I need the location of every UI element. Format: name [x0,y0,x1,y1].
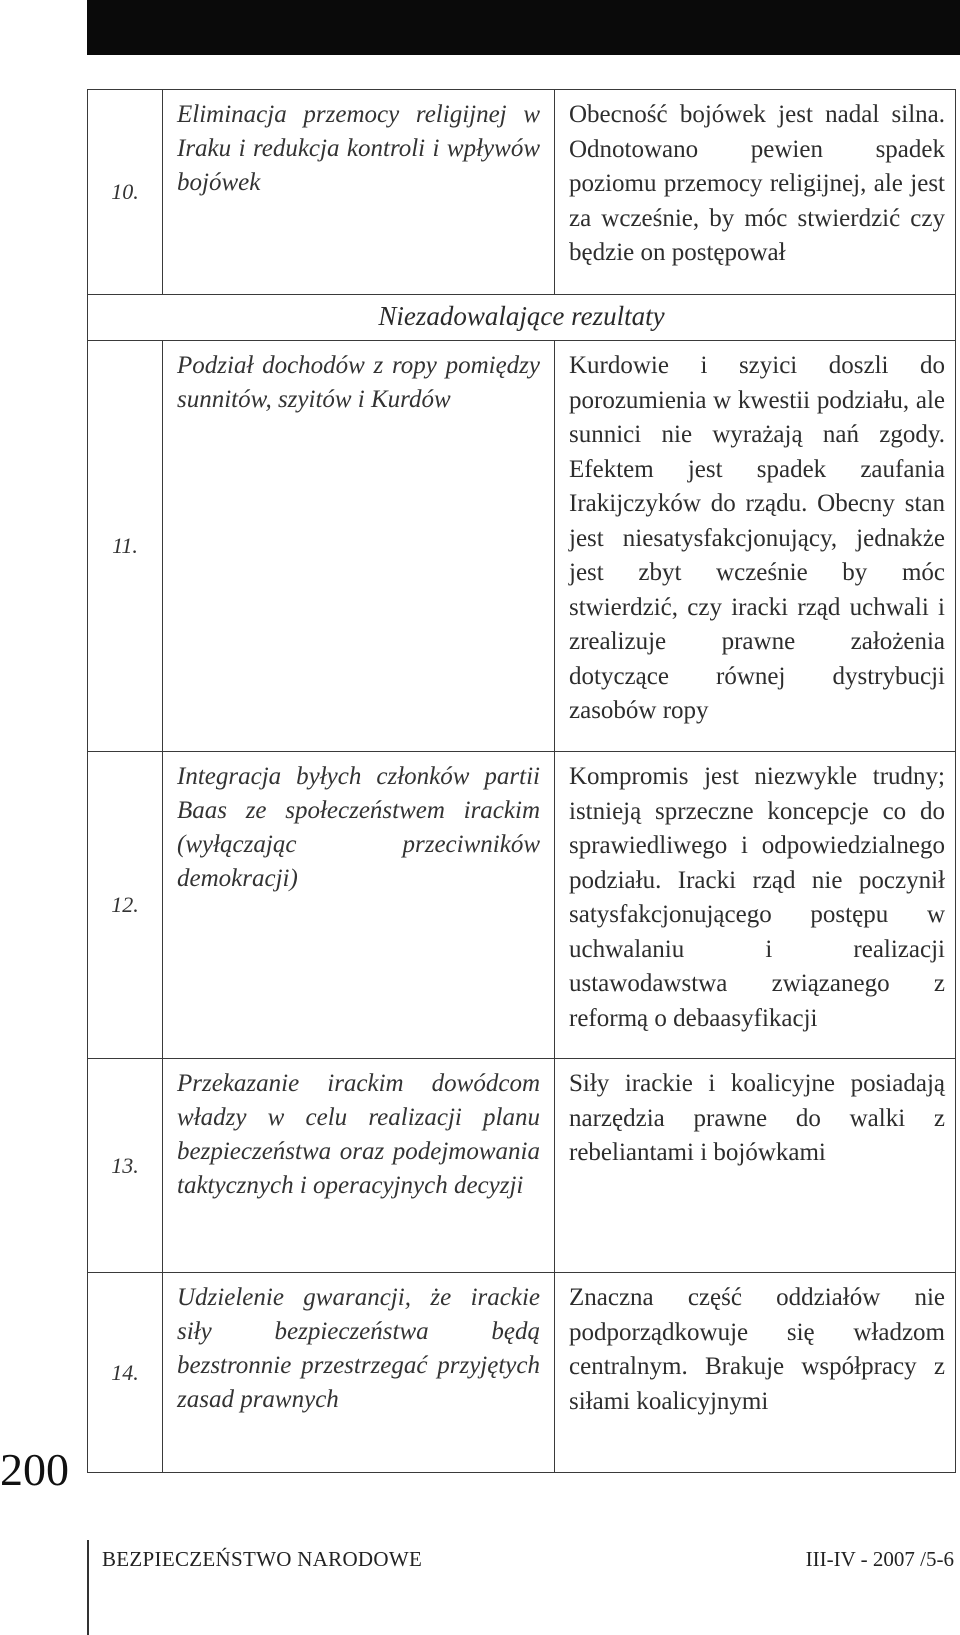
table-row [88,90,956,295]
journal-title: BEZPIECZEŃSTWO NARODOWE [102,1547,423,1571]
issue-number: III-IV - 2007 /5-6 [805,1547,954,1571]
result-cell: Kompromis jest niezwykle trudny; istnieją sprzeczne koncepcje co do sprawiedliwego i odpowiedzialnego podziału. Iracki rząd nie poczynił satysfakcjonującego postępu w uchwalaniu i realizacji ustawodawstwa związanego z reformą o debaasyfikacji [555,752,956,1059]
result-cell: Siły irackie i koalicyjne posiadają narzędzia prawne do walki z rebeliantami i bojówkami [555,1059,956,1273]
result-cell: Obecność bojówek jest nadal silna. Odnotowano pewien spadek poziomu przemocy religijnej, ale jest za wcześnie, by móc stwierdzić czy będzie on postępował [555,90,956,295]
result-cell: Znaczna część oddziałów nie podporządkowuje się władzom centralnym. Brakuje współpracy z siłami koalicyjnymi [555,1273,956,1473]
section-heading-row [88,295,956,341]
row-number: 11. [88,341,163,752]
row-number: 12. [88,752,163,1059]
goal-cell: Udzielenie gwarancji, że irackie siły bezpieczeństwa będą bezstronnie przestrzegać przyjętych zasad prawnych [163,1273,555,1473]
header-black-bar [87,0,960,55]
table-row [88,1059,956,1273]
goal-cell: Integracja byłych członków partii Baas ze społeczeństwem irackim (wyłączając przeciwników demokracji) [163,752,555,1059]
goal-cell: Przekazanie irackim dowódcom władzy w celu realizacji planu bezpieczeństwa oraz podejmowania taktycznych i operacyjnych decyzji [163,1059,555,1273]
footer-divider [87,1540,89,1635]
goal-cell: Podział dochodów z ropy pomiędzy sunnitów, szyitów i Kurdów [163,341,555,752]
table-row [88,752,956,1059]
results-table [87,89,956,1473]
row-number: 10. [88,90,163,295]
page-number: 200 [0,1444,69,1495]
goal-cell: Eliminacja przemocy religijnej w Iraku i redukcja kontroli i wpływów bojówek [163,90,555,295]
table-row [88,1273,956,1473]
row-number: 14. [88,1273,163,1473]
result-cell: Kurdowie i szyici doszli do porozumienia w kwestii podziału, ale sunnici nie wyrażają nań zgody. Efektem jest spadek zaufania Irakijczyków do rządu. Obecny stan jest niesatysfakcjonujący, jednakże jest zbyt wcześnie by móc stwierdzić, czy iracki rząd uchwali i zrealizuje prawne założenia dotyczące równej dystrybucji zasobów ropy [555,341,956,752]
section-heading: Niezadowalające rezultaty [88,295,956,341]
row-number: 13. [88,1059,163,1273]
table-row [88,341,956,752]
